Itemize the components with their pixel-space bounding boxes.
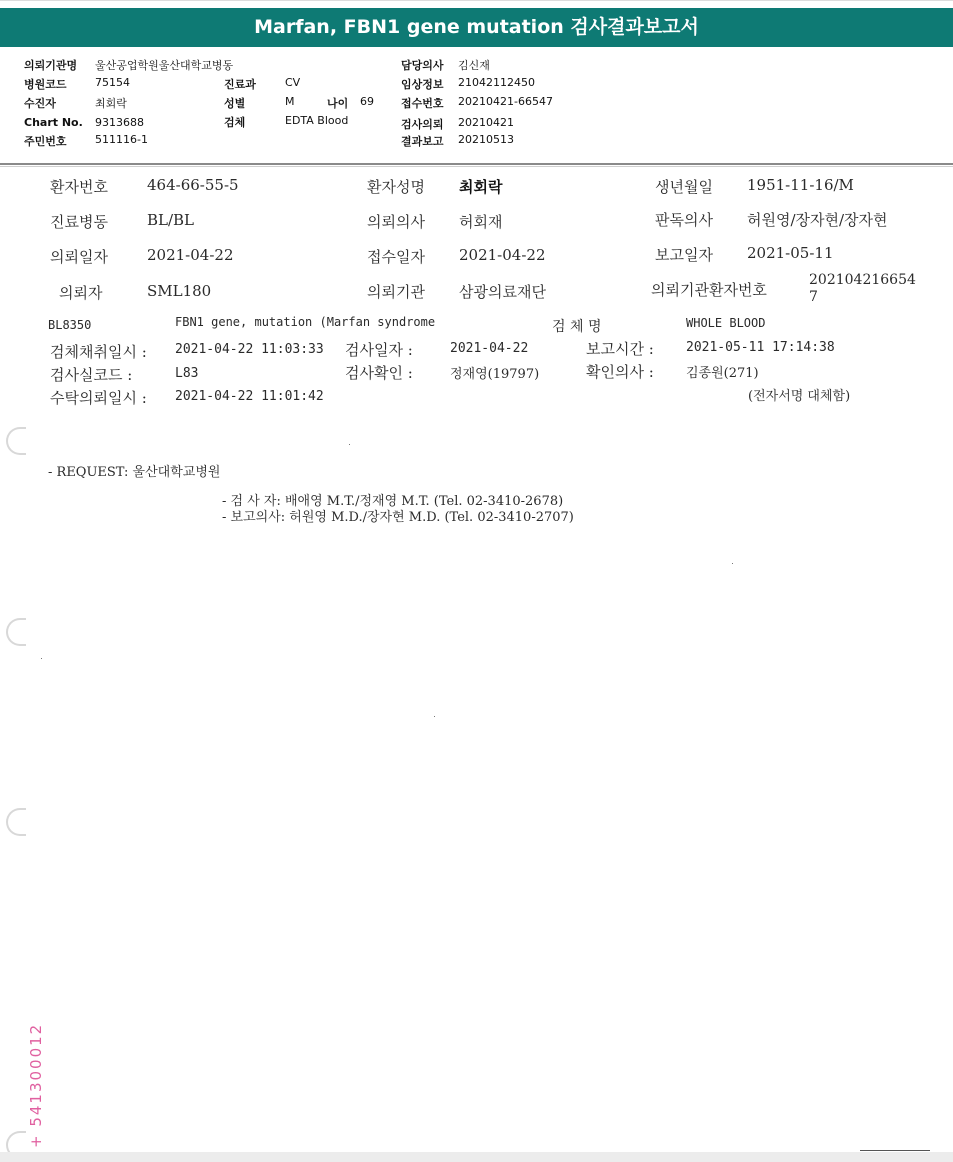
- patient-label: 생년월일: [655, 178, 713, 196]
- test-label: 확인의사 :: [586, 363, 654, 381]
- tester-line: - 검 사 자: 배애영 M.T./정재영 M.T. (Tel. 02-3410-2678): [222, 494, 564, 509]
- header-label: 임상정보: [401, 78, 444, 91]
- speck: [349, 444, 350, 445]
- test-name: FBN1 gene, mutation (Marfan syndrome: [175, 315, 436, 329]
- electronic-signature-note: (전자서명 대체함): [748, 389, 851, 404]
- patient-value-cont: 7: [809, 289, 818, 305]
- patient-value: 2021-05-11: [747, 244, 834, 262]
- barcode-number-stamp: + 541300012: [27, 1022, 45, 1148]
- header-value: CV: [285, 76, 301, 89]
- speck: [732, 563, 733, 564]
- header-label: 접수번호: [401, 97, 444, 110]
- patient-value: 허회재: [459, 213, 503, 231]
- header-label: 성별: [224, 97, 246, 110]
- patient-label: 의뢰일자: [50, 248, 108, 266]
- patient-value: BL/BL: [147, 211, 195, 229]
- test-label: 검사일자 :: [345, 341, 413, 359]
- patient-label: 보고일자: [655, 246, 713, 264]
- test-value: 정재영(19797): [450, 367, 540, 382]
- patient-value: 삼광의료재단: [459, 283, 546, 301]
- bottom-rule: [860, 1150, 930, 1151]
- patient-value: 2021-04-22: [459, 246, 546, 264]
- patient-value: 1951-11-16/M: [747, 176, 854, 194]
- header-value: 김신재: [458, 59, 490, 72]
- header-label: 나이: [327, 97, 349, 110]
- punch-hole: [6, 618, 26, 646]
- header-label: 주민번호: [24, 135, 67, 148]
- header-label: 결과보고: [401, 135, 444, 148]
- patient-label: 판독의사: [655, 211, 713, 229]
- specimen-value: WHOLE BLOOD: [686, 316, 766, 330]
- header-label: 검사의뢰: [401, 118, 444, 131]
- patient-label: 의뢰자: [59, 284, 103, 302]
- speck: [41, 658, 42, 659]
- bottom-border: [0, 1152, 953, 1162]
- header-label: 수진자: [24, 97, 56, 110]
- header-value: 울산공업학원울산대학교병동: [95, 59, 234, 72]
- header-value: 511116-1: [95, 133, 148, 146]
- test-label: 검사실코드 :: [50, 366, 133, 384]
- test-label: 검체채취일시 :: [50, 343, 147, 361]
- header-value: EDTA Blood: [285, 114, 349, 127]
- header-label: 검체: [224, 116, 246, 129]
- header-divider: [0, 163, 953, 165]
- header-value: 21042112450: [458, 76, 535, 89]
- header-value: 9313688: [95, 116, 144, 129]
- patient-label: 환자성명: [367, 178, 425, 196]
- patient-label: 환자번호: [50, 178, 108, 196]
- report-title: Marfan, FBN1 gene mutation 검사결과보고서: [0, 8, 953, 47]
- punch-hole: [6, 808, 26, 836]
- header-value: 69: [360, 95, 374, 108]
- test-value: 김종원(271): [686, 366, 759, 381]
- header-label: Chart No.: [24, 116, 83, 129]
- test-value: 2021-04-22 11:01:42: [175, 389, 324, 404]
- patient-value: 464-66-55-5: [147, 176, 239, 194]
- punch-hole: [6, 427, 26, 455]
- patient-label: 접수일자: [367, 248, 425, 266]
- patient-value: 허원영/장자현/장자현: [747, 211, 888, 229]
- header-value: 20210421: [458, 116, 514, 129]
- header-label: 병원코드: [24, 78, 67, 91]
- patient-value: SML180: [147, 282, 212, 300]
- patient-value: 2021-04-22: [147, 246, 234, 264]
- test-value: L83: [175, 366, 199, 381]
- header-value: 20210513: [458, 133, 514, 146]
- header-label: 의뢰기관명: [24, 59, 78, 72]
- header-value: M: [285, 95, 295, 108]
- patient-label: 의뢰기관환자번호: [651, 281, 767, 299]
- test-label: 수탁의뢰일시 :: [50, 389, 147, 407]
- patient-value: 202104216654: [809, 272, 916, 288]
- patient-label: 의뢰기관: [367, 283, 425, 301]
- patient-label: 진료병동: [50, 213, 108, 231]
- top-border: [0, 0, 953, 1]
- speck: [434, 716, 435, 717]
- test-code: BL8350: [48, 318, 92, 332]
- test-label: 보고시간 :: [586, 340, 654, 358]
- test-value: 2021-05-11 17:14:38: [686, 340, 835, 355]
- reporter-line: - 보고의사: 허원영 M.D./장자현 M.D. (Tel. 02-3410-2707): [222, 510, 574, 525]
- test-value: 2021-04-22: [450, 341, 529, 356]
- test-value: 2021-04-22 11:03:33: [175, 342, 324, 357]
- patient-label: 의뢰의사: [367, 213, 425, 231]
- header-label: 진료과: [224, 78, 256, 91]
- specimen-label: 검 체 명: [552, 319, 602, 335]
- patient-name: 최회락: [459, 178, 503, 196]
- header-value: 최회락: [95, 97, 127, 110]
- test-label: 검사확인 :: [345, 364, 413, 382]
- header-value: 20210421-66547: [458, 95, 553, 108]
- header-divider-light: [0, 166, 953, 167]
- request-line: - REQUEST: 울산대학교병원: [48, 465, 221, 480]
- header-label: 담당의사: [401, 59, 444, 72]
- header-value: 75154: [95, 76, 130, 89]
